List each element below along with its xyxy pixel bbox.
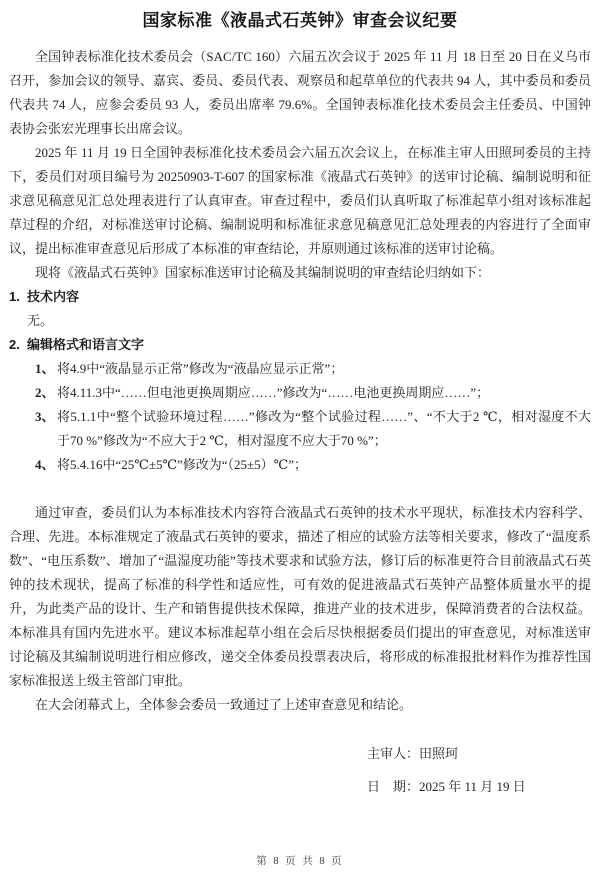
intro-paragraph-3: 现将《液晶式石英钟》国家标准送审讨论稿及其编制说明的审查结论归纳如下： bbox=[35, 265, 491, 280]
section-heading-technical-content bbox=[9, 285, 591, 309]
list-item-number: 1、 bbox=[35, 361, 55, 376]
section-number: 1. bbox=[9, 289, 20, 304]
list-item-text: 将4.11.3中“……但电池更换周期应……”修改为“……电池更换周期应……”； bbox=[57, 385, 490, 400]
editorial-changes-list bbox=[9, 357, 591, 477]
signature-date-row bbox=[367, 775, 591, 799]
list-item bbox=[9, 405, 591, 453]
list-item-text: 将5.1.1中“整个试验环境过程……”修改为“整个试验过程……”、“不大于2 ℃，相对湿度不大于70 %”修改为“不应大于2 ℃，相对湿度不应大于70 %”； bbox=[57, 409, 591, 448]
list-item-number: 3、 bbox=[35, 409, 55, 424]
intro-paragraph-2: 2025 年 11 月 19 日全国钟表标准化技术委员会六届五次会议上，在标准主审人田照珂委员的主持下，委员们对项目编号为 20250903-T-607 的国家标准《液晶式石英钟》的送审讨论稿、编制说明和征求意见稿意见汇总处理表进行了认真审查。审查过程中，委员们认真听取了标准起草小组对该标准起草过程的介绍，对标准送审讨论稿、编制说明和标准征求意见稿意见汇总处理表的内容进行了全面审议，提出标准审查意见后形成了本标准的审查结论，并原则通过该标准的送审讨论稿。 bbox=[9, 145, 591, 256]
date-label: 日 期： bbox=[367, 779, 420, 794]
list-item-number: 2、 bbox=[35, 385, 55, 400]
page-title: 国家标准《液晶式石英钟》审查会议纪要 bbox=[142, 11, 458, 30]
section-heading-editorial-format bbox=[9, 333, 591, 357]
list-item-text: 将4.9中“液晶显示正常”修改为“液晶应显示正常”； bbox=[57, 361, 344, 376]
list-item-text: 将5.4.16中“25℃±5℃”修改为“（25±5）℃”； bbox=[57, 457, 307, 472]
conclusion-paragraph-2: 在大会闭幕式上，全体参会委员一致通过了上述审查意见和结论。 bbox=[35, 697, 413, 712]
list-item-number: 4、 bbox=[35, 457, 55, 472]
conclusion-paragraph-1: 通过审查，委员们认为本标准技术内容符合液晶式石英钟的技术水平现状，标准技术内容科学、合理、先进。本标准规定了液晶式石英钟的要求，描述了相应的试验方法等相关要求，修改了“温度系数”、“电压系数”、增加了“温湿度功能”等技术要求和试验方法，修订后的标准更符合目前液晶式石英钟的技术现状，提高了标准的科学性和适应性，可有效的促进液晶式石英钟产品整体质量水平的提升，为此类产品的设计、生产和销售提供技术保障，推进产业的技术进步，保障消费者的合法权益。本标准具有国内先进水平。建议本标准起草小组在会后尽快根据委员们提出的审查意见，对标准送审讨论稿及其编制说明进行相应修改，递交全体委员投票表决后，将形成的标准报批材料作为推荐性国家标准报送上级主管部门审批。 bbox=[9, 505, 591, 688]
section-title: 技术内容 bbox=[27, 289, 80, 304]
date-value: 2025 年 11 月 19 日 bbox=[419, 779, 526, 794]
section-title: 编辑格式和语言文字 bbox=[27, 337, 145, 352]
section-number: 2. bbox=[9, 337, 20, 352]
reviewer-name: 田照珂 bbox=[419, 746, 459, 761]
list-item bbox=[9, 381, 591, 405]
signature-block bbox=[9, 742, 591, 799]
intro-paragraph-1: 全国钟表标准化技术委员会（SAC/TC 160）六届五次会议于 2025 年 11 月 18 日至 20 日在义乌市召开，参加会议的领导、嘉宾、委员、委员代表、观察员和起草单位的代表共 94 人，其中委员和委员代表共 74 人，应参会委员 93 人，委员出席率 79.6%。全国钟表标准化技术委员会主任委员、中国钟表协会张宏光理事长出席会议。 bbox=[9, 49, 591, 136]
signature-reviewer-row bbox=[367, 742, 591, 766]
reviewer-label: 主审人： bbox=[367, 746, 420, 761]
page-number-footer: 第 8 页 共 8 页 bbox=[256, 856, 344, 867]
list-item bbox=[9, 453, 591, 477]
list-item bbox=[9, 357, 591, 381]
section-body-technical-content: 无。 bbox=[27, 313, 54, 328]
